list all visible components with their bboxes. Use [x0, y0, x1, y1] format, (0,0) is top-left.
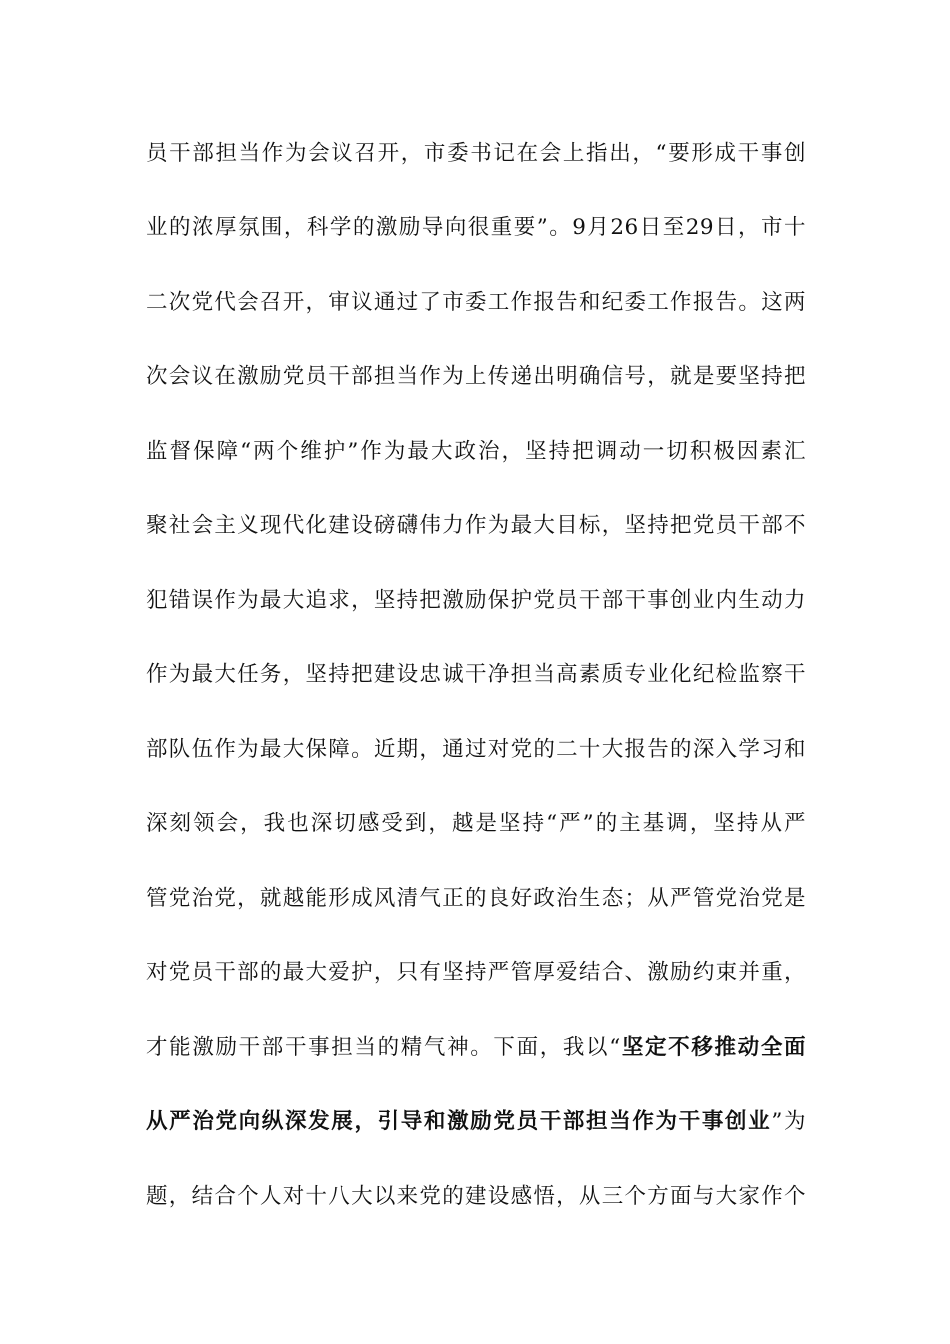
text-line: 作为最大任务，坚持把建设忠诚干净担当高素质专业化纪检监察干 [146, 662, 806, 687]
text-line: 监督保障“两个维护”作为最大政治，坚持把调动一切积极因素汇 [146, 439, 806, 464]
text-line: 部队伍作为最大保障。近期，通过对党的二十大报告的深入学习和 [146, 737, 806, 762]
text-normal: 才能激励干部干事担当的精气神。下面，我以“ [146, 1035, 621, 1060]
text-line: 管党治党，就越能形成风清气正的良好政治生态；从严管党治党是 [146, 886, 806, 911]
text-bold: 坚定不移推动全面 [620, 1035, 806, 1060]
text-line: 聚社会主义现代化建设磅礴伟力作为最大目标，坚持把党员干部不 [146, 513, 806, 538]
text-normal: ”为 [771, 1109, 806, 1134]
text-line: 业的浓厚氛围，科学的激励导向很重要”。9月26日至29日，市十 [146, 215, 806, 240]
text-line: 深刻领会，我也深切感受到，越是坚持“严”的主基调，坚持从严 [146, 811, 806, 836]
text-line: 次会议在激励党员干部担当作为上传递出明确信号，就是要坚持把 [146, 364, 806, 389]
text-line: 二次党代会召开，审议通过了市委工作报告和纪委工作报告。这两 [146, 290, 806, 315]
text-line: 对党员干部的最大爱护，只有坚持严管厚爱结合、激励约束并重， [146, 960, 806, 985]
text-bold: 从严治党向纵深发展，引导和激励党员干部担当作为干事创业 [146, 1109, 772, 1134]
text-line: 员干部担当作为会议召开，市委书记在会上指出，“要形成干事创 [146, 141, 806, 166]
text-line: 犯错误作为最大追求，坚持把激励保护党员干部干事创业内生动力 [146, 588, 806, 613]
text-line: 题，结合个人对十八大以来党的建设感悟，从三个方面与大家作个 [146, 1184, 806, 1209]
text-line-mixed [146, 1102, 806, 1142]
text-line-mixed [146, 1028, 806, 1068]
